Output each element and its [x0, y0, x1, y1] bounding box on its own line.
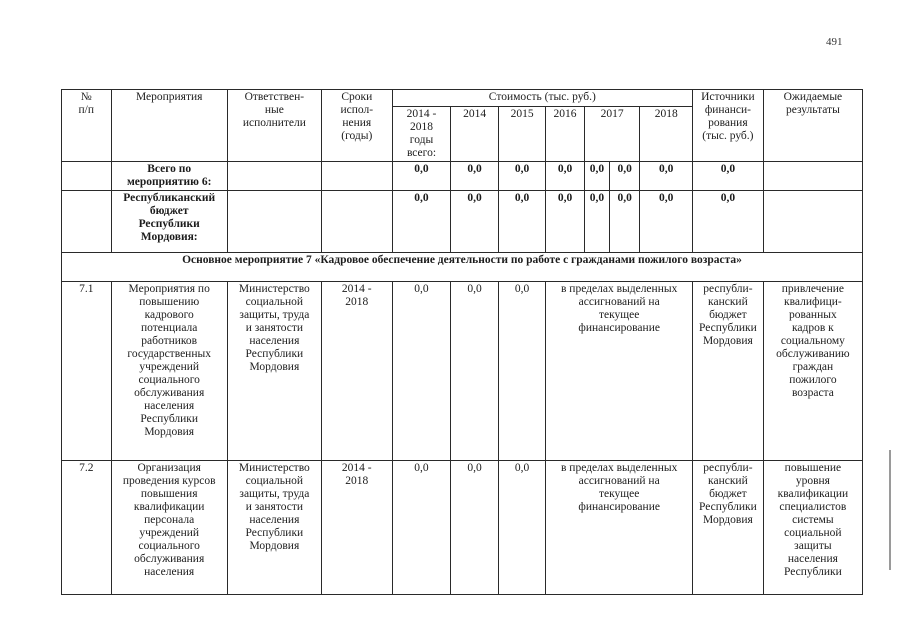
empty-cell: [62, 162, 112, 191]
header-activity: Мероприятия: [111, 90, 227, 162]
summary-value: 0,0: [693, 162, 764, 191]
summary-value: 0,0: [584, 191, 609, 253]
table-row: [62, 282, 863, 461]
row-value: 0,0: [451, 461, 499, 595]
summary-row-budget: [62, 191, 863, 253]
header-cost: Стоимость (тыс. руб.): [392, 90, 692, 107]
header-year-2015: 2015: [498, 107, 546, 162]
table-row: [62, 461, 863, 595]
row-num: 7.1: [62, 282, 112, 461]
header-year-2017: 2017: [584, 107, 640, 162]
empty-cell: [227, 191, 321, 253]
row-funding-note: в пределах выделенных ассигнований на текущее финансирование: [546, 282, 693, 461]
page-number: 491: [826, 36, 843, 48]
summary-value: 0,0: [498, 191, 546, 253]
summary-label: Республиканский бюджет Республики Мордовия:: [111, 191, 227, 253]
header-row-1: [62, 90, 863, 107]
empty-cell: [62, 191, 112, 253]
summary-value: 0,0: [640, 162, 693, 191]
empty-cell: [763, 191, 862, 253]
scan-edge-mark: [889, 450, 891, 570]
program-activities-table: [61, 89, 863, 595]
summary-value: 0,0: [546, 162, 584, 191]
summary-value: 0,0: [584, 162, 609, 191]
header-sources: Источники финанси- рования (тыс. руб.): [693, 90, 764, 162]
summary-value: 0,0: [610, 191, 640, 253]
empty-cell: [321, 162, 392, 191]
summary-value: 0,0: [451, 191, 499, 253]
header-results: Ожидаемые результаты: [763, 90, 862, 162]
section-title: Основное мероприятие 7 «Кадровое обеспечение деятельности по работе с гражданами пожилого возраста»: [62, 253, 863, 282]
summary-value: 0,0: [451, 162, 499, 191]
row-executor: Министерство социальной защиты, труда и занятости населения Республики Мордовия: [227, 282, 321, 461]
summary-value: 0,0: [498, 162, 546, 191]
summary-value: 0,0: [392, 191, 451, 253]
header-cost-total: 2014 - 2018 годы всего:: [392, 107, 451, 162]
row-num: 7.2: [62, 461, 112, 595]
empty-cell: [763, 162, 862, 191]
header-terms: Сроки испол- нения (годы): [321, 90, 392, 162]
row-term: 2014 - 2018: [321, 461, 392, 595]
row-result: привлечение квалифици- рованных кадров к социальному обслуживанию граждан пожилого возраста: [763, 282, 862, 461]
header-executors: Ответствен- ные исполнители: [227, 90, 321, 162]
row-result: повышение уровня квалификации специалистов системы социальной защиты населения Республики: [763, 461, 862, 595]
row-executor: Министерство социальной защиты, труда и занятости населения Республики Мордовия: [227, 461, 321, 595]
row-activity: Мероприятия по повышению кадрового потенциала работников государственных учреждений социального обслуживания населения Республики Мордовия: [111, 282, 227, 461]
summary-value: 0,0: [610, 162, 640, 191]
row-source: республи- канский бюджет Республики Мордовия: [693, 461, 764, 595]
empty-cell: [321, 191, 392, 253]
header-year-2014: 2014: [451, 107, 499, 162]
summary-value: 0,0: [392, 162, 451, 191]
summary-value: 0,0: [693, 191, 764, 253]
row-funding-note: в пределах выделенных ассигнований на текущее финансирование: [546, 461, 693, 595]
summary-label: Всего по мероприятию 6:: [111, 162, 227, 191]
row-activity: Организация проведения курсов повышения квалификации персонала учреждений социального обслуживания населения: [111, 461, 227, 595]
header-year-2016: 2016: [546, 107, 584, 162]
row-value: 0,0: [498, 282, 546, 461]
row-value: 0,0: [392, 461, 451, 595]
summary-value: 0,0: [640, 191, 693, 253]
row-value: 0,0: [451, 282, 499, 461]
section-row: [62, 253, 863, 282]
summary-row-total: [62, 162, 863, 191]
header-num: № п/п: [62, 90, 112, 162]
row-term: 2014 - 2018: [321, 282, 392, 461]
row-value: 0,0: [498, 461, 546, 595]
header-year-2018: 2018: [640, 107, 693, 162]
summary-value: 0,0: [546, 191, 584, 253]
empty-cell: [227, 162, 321, 191]
row-value: 0,0: [392, 282, 451, 461]
row-source: республи- канский бюджет Республики Мордовия: [693, 282, 764, 461]
